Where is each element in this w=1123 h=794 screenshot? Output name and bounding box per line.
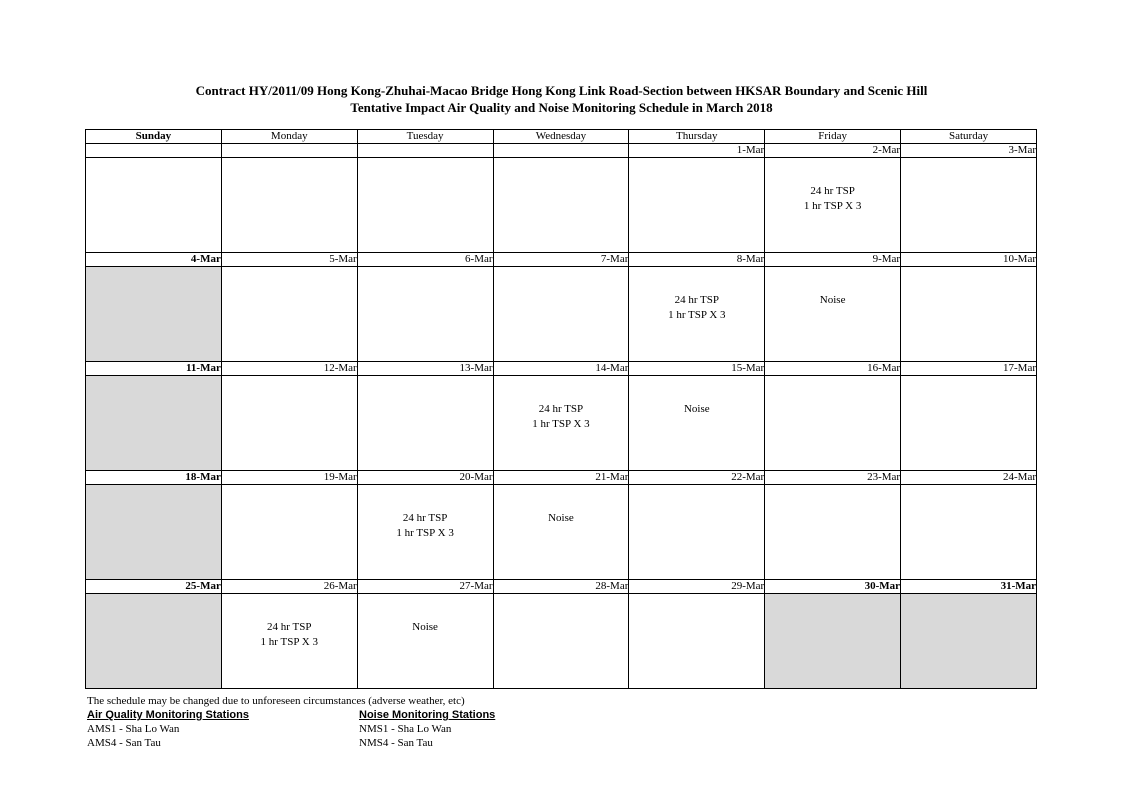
date-cell: 22-Mar bbox=[629, 471, 765, 485]
date-cell: 25-Mar bbox=[86, 580, 222, 594]
monitoring-event: 24 hr TSP bbox=[810, 185, 855, 197]
day-cell bbox=[493, 158, 629, 253]
date-cell: 27-Mar bbox=[357, 580, 493, 594]
day-cell bbox=[493, 594, 629, 689]
monitoring-event: 1 hr TSP X 3 bbox=[803, 200, 862, 212]
date-cell: 2-Mar bbox=[765, 144, 901, 158]
day-cell bbox=[221, 594, 357, 689]
day-cell bbox=[629, 485, 765, 580]
date-cell: 31-Mar bbox=[901, 580, 1037, 594]
day-cell bbox=[86, 485, 222, 580]
date-cell: 26-Mar bbox=[221, 580, 357, 594]
date-cell: 8-Mar bbox=[629, 253, 765, 267]
day-cell bbox=[765, 594, 901, 689]
air-station-item: AMS4 - San Tau bbox=[87, 737, 161, 749]
day-cell bbox=[901, 376, 1037, 471]
date-cell: 24-Mar bbox=[901, 471, 1037, 485]
date-cell: 4-Mar bbox=[86, 253, 222, 267]
date-cell bbox=[86, 144, 222, 158]
day-cell bbox=[629, 594, 765, 689]
date-cell: 21-Mar bbox=[493, 471, 629, 485]
monitoring-event: Noise bbox=[548, 512, 574, 524]
monitoring-event: 1 hr TSP X 3 bbox=[668, 309, 726, 321]
day-cell bbox=[901, 485, 1037, 580]
date-cell: 30-Mar bbox=[765, 580, 901, 594]
day-cell bbox=[901, 267, 1037, 362]
day-cell bbox=[357, 485, 493, 580]
noise-stations-heading: Noise Monitoring Stations bbox=[359, 709, 496, 721]
day-cell bbox=[493, 376, 629, 471]
day-cell bbox=[357, 376, 493, 471]
date-cell: 9-Mar bbox=[765, 253, 901, 267]
day-cell bbox=[765, 485, 901, 580]
weekday-thursday: Thursday bbox=[629, 130, 765, 144]
date-cell: 11-Mar bbox=[86, 362, 222, 376]
schedule-title: Contract HY/2011/09 Hong Kong-Zhuhai-Macao Bridge Hong Kong Link Road-Section between HKSAR Boundary and Scenic Hill bbox=[195, 83, 928, 98]
date-row bbox=[86, 253, 1037, 267]
weekday-friday: Friday bbox=[765, 130, 901, 144]
date-cell: 29-Mar bbox=[629, 580, 765, 594]
monitoring-event: 24 hr TSP bbox=[267, 621, 312, 633]
day-cell bbox=[86, 267, 222, 362]
weekday-header-row bbox=[86, 130, 1037, 144]
weekday-wednesday: Wednesday bbox=[493, 130, 629, 144]
day-cell bbox=[221, 158, 357, 253]
day-cell bbox=[86, 594, 222, 689]
schedule-row bbox=[86, 594, 1037, 689]
monitoring-event: 1 hr TSP X 3 bbox=[532, 418, 590, 430]
day-cell bbox=[221, 267, 357, 362]
date-row bbox=[86, 362, 1037, 376]
noise-station-item: NMS1 - Sha Lo Wan bbox=[359, 723, 452, 735]
date-cell: 14-Mar bbox=[493, 362, 629, 376]
day-cell bbox=[86, 158, 222, 253]
monitoring-event: 24 hr TSP bbox=[402, 512, 448, 524]
date-row bbox=[86, 580, 1037, 594]
date-cell: 20-Mar bbox=[357, 471, 493, 485]
monitoring-event: Noise bbox=[683, 403, 710, 415]
date-cell: 15-Mar bbox=[629, 362, 765, 376]
day-cell bbox=[357, 267, 493, 362]
day-cell bbox=[901, 594, 1037, 689]
monitoring-event: Noise bbox=[819, 294, 846, 306]
date-cell: 17-Mar bbox=[901, 362, 1037, 376]
monitoring-event: Noise bbox=[412, 621, 438, 633]
noise-station-item: NMS4 - San Tau bbox=[359, 737, 433, 749]
day-cell bbox=[629, 158, 765, 253]
weekday-tuesday: Tuesday bbox=[357, 130, 493, 144]
day-cell bbox=[86, 376, 222, 471]
day-cell bbox=[357, 158, 493, 253]
schedule-row bbox=[86, 376, 1037, 471]
schedule-subtitle: Tentative Impact Air Quality and Noise Monitoring Schedule in March 2018 bbox=[350, 100, 773, 115]
day-cell bbox=[493, 485, 629, 580]
date-cell bbox=[357, 144, 493, 158]
air-stations-heading: Air Quality Monitoring Stations bbox=[87, 709, 249, 721]
day-cell bbox=[629, 376, 765, 471]
date-cell: 12-Mar bbox=[221, 362, 357, 376]
day-cell bbox=[765, 158, 901, 253]
weekday-saturday: Saturday bbox=[901, 130, 1037, 144]
date-cell: 23-Mar bbox=[765, 471, 901, 485]
date-cell: 1-Mar bbox=[629, 144, 765, 158]
date-row bbox=[86, 144, 1037, 158]
date-cell: 13-Mar bbox=[357, 362, 493, 376]
day-cell bbox=[765, 376, 901, 471]
calendar-body bbox=[86, 144, 1037, 689]
date-cell bbox=[493, 144, 629, 158]
date-cell: 10-Mar bbox=[901, 253, 1037, 267]
day-cell bbox=[901, 158, 1037, 253]
monitoring-event: 24 hr TSP bbox=[538, 403, 584, 415]
schedule-footnote: The schedule may be changed due to unforeseen circumstances (adverse weather, etc) bbox=[87, 695, 465, 707]
calendar-table bbox=[85, 129, 1037, 689]
date-cell: 19-Mar bbox=[221, 471, 357, 485]
date-row bbox=[86, 471, 1037, 485]
day-cell bbox=[221, 376, 357, 471]
date-cell: 5-Mar bbox=[221, 253, 357, 267]
day-cell bbox=[221, 485, 357, 580]
monitoring-event: 24 hr TSP bbox=[674, 294, 719, 306]
schedule-row bbox=[86, 485, 1037, 580]
date-cell bbox=[221, 144, 357, 158]
monitoring-event: 1 hr TSP X 3 bbox=[396, 527, 454, 539]
day-cell bbox=[629, 267, 765, 362]
date-cell: 6-Mar bbox=[357, 253, 493, 267]
day-cell bbox=[357, 594, 493, 689]
weekday-monday: Monday bbox=[221, 130, 357, 144]
schedule-row bbox=[86, 158, 1037, 253]
date-cell: 28-Mar bbox=[493, 580, 629, 594]
date-cell: 7-Mar bbox=[493, 253, 629, 267]
weekday-sunday: Sunday bbox=[86, 130, 222, 144]
day-cell bbox=[765, 267, 901, 362]
date-cell: 18-Mar bbox=[86, 471, 222, 485]
date-cell: 16-Mar bbox=[765, 362, 901, 376]
day-cell bbox=[493, 267, 629, 362]
monitoring-event: 1 hr TSP X 3 bbox=[260, 636, 318, 648]
date-cell: 3-Mar bbox=[901, 144, 1037, 158]
schedule-row bbox=[86, 267, 1037, 362]
air-station-item: AMS1 - Sha Lo Wan bbox=[87, 723, 180, 735]
